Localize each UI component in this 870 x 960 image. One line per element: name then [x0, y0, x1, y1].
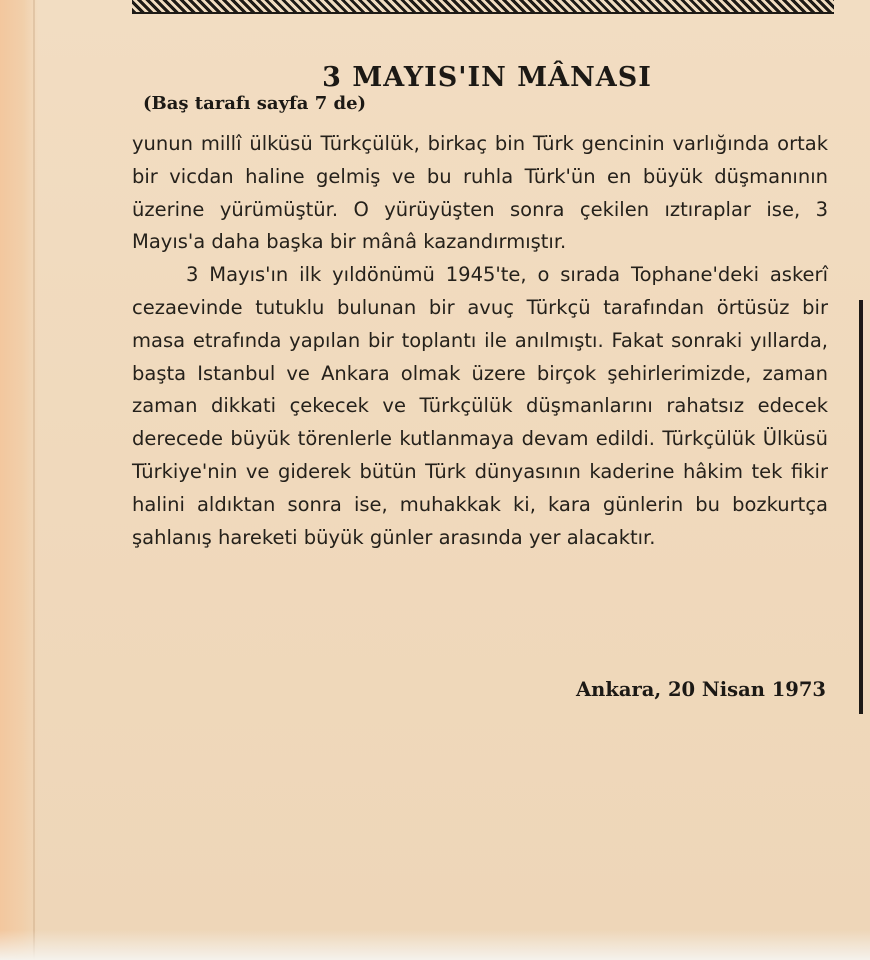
decorative-top-border: [132, 0, 834, 14]
article-body: [132, 128, 828, 554]
page-bottom-edge: [0, 930, 870, 960]
place-date-signature: Ankara, 20 Nisan 1973: [576, 678, 826, 701]
paragraph-1: yunun millî ülküsü Türkçülük, birkaç bin Türk gencinin varlığında ortak bir vicdan haline gelmiş ve bu ruhla Türk'ün en büyük düşmanının üzerine yürümüştür. O yürüyüşten sonra çekilen ıztıraplar ise, 3 Mayıs'a daha başka bir mânâ kazandırmıştır.: [132, 132, 828, 254]
page-fold-line: [33, 0, 35, 960]
paragraph-2: 3 Mayıs'ın ilk yıldönümü 1945'te, o sırada Tophane'deki askerî cezaevinde tutuklu bulunan bir avuç Türkçü tarafından örtüsüz bir masa etrafında yapılan bir toplantı ile anılmıştı. Fakat sonraki yıllarda, başta Istanbul ve Ankara olmak üzere birçok şehirlerimizde, zaman zaman dikkati çekecek ve Türkçülük düşmanlarını rahatsız edecek derecede büyük törenlerle kutlanmaya devam edildi. Türkçülük Ülküsü Türkiye'nin ve giderek bütün Türk dünyasının kaderine hâkim tek fikir halini aldıktan sonra ise, muhakkak ki, kara günlerin bu bozkurtça şahlanış hareketi büyük günler arasında yer alacaktır.: [132, 263, 828, 549]
article-title: 3 MAYIS'IN MÂNASI: [322, 62, 652, 94]
continuation-note: (Baş tarafı sayfa 7 de): [143, 93, 367, 114]
column-rule: [859, 300, 863, 714]
